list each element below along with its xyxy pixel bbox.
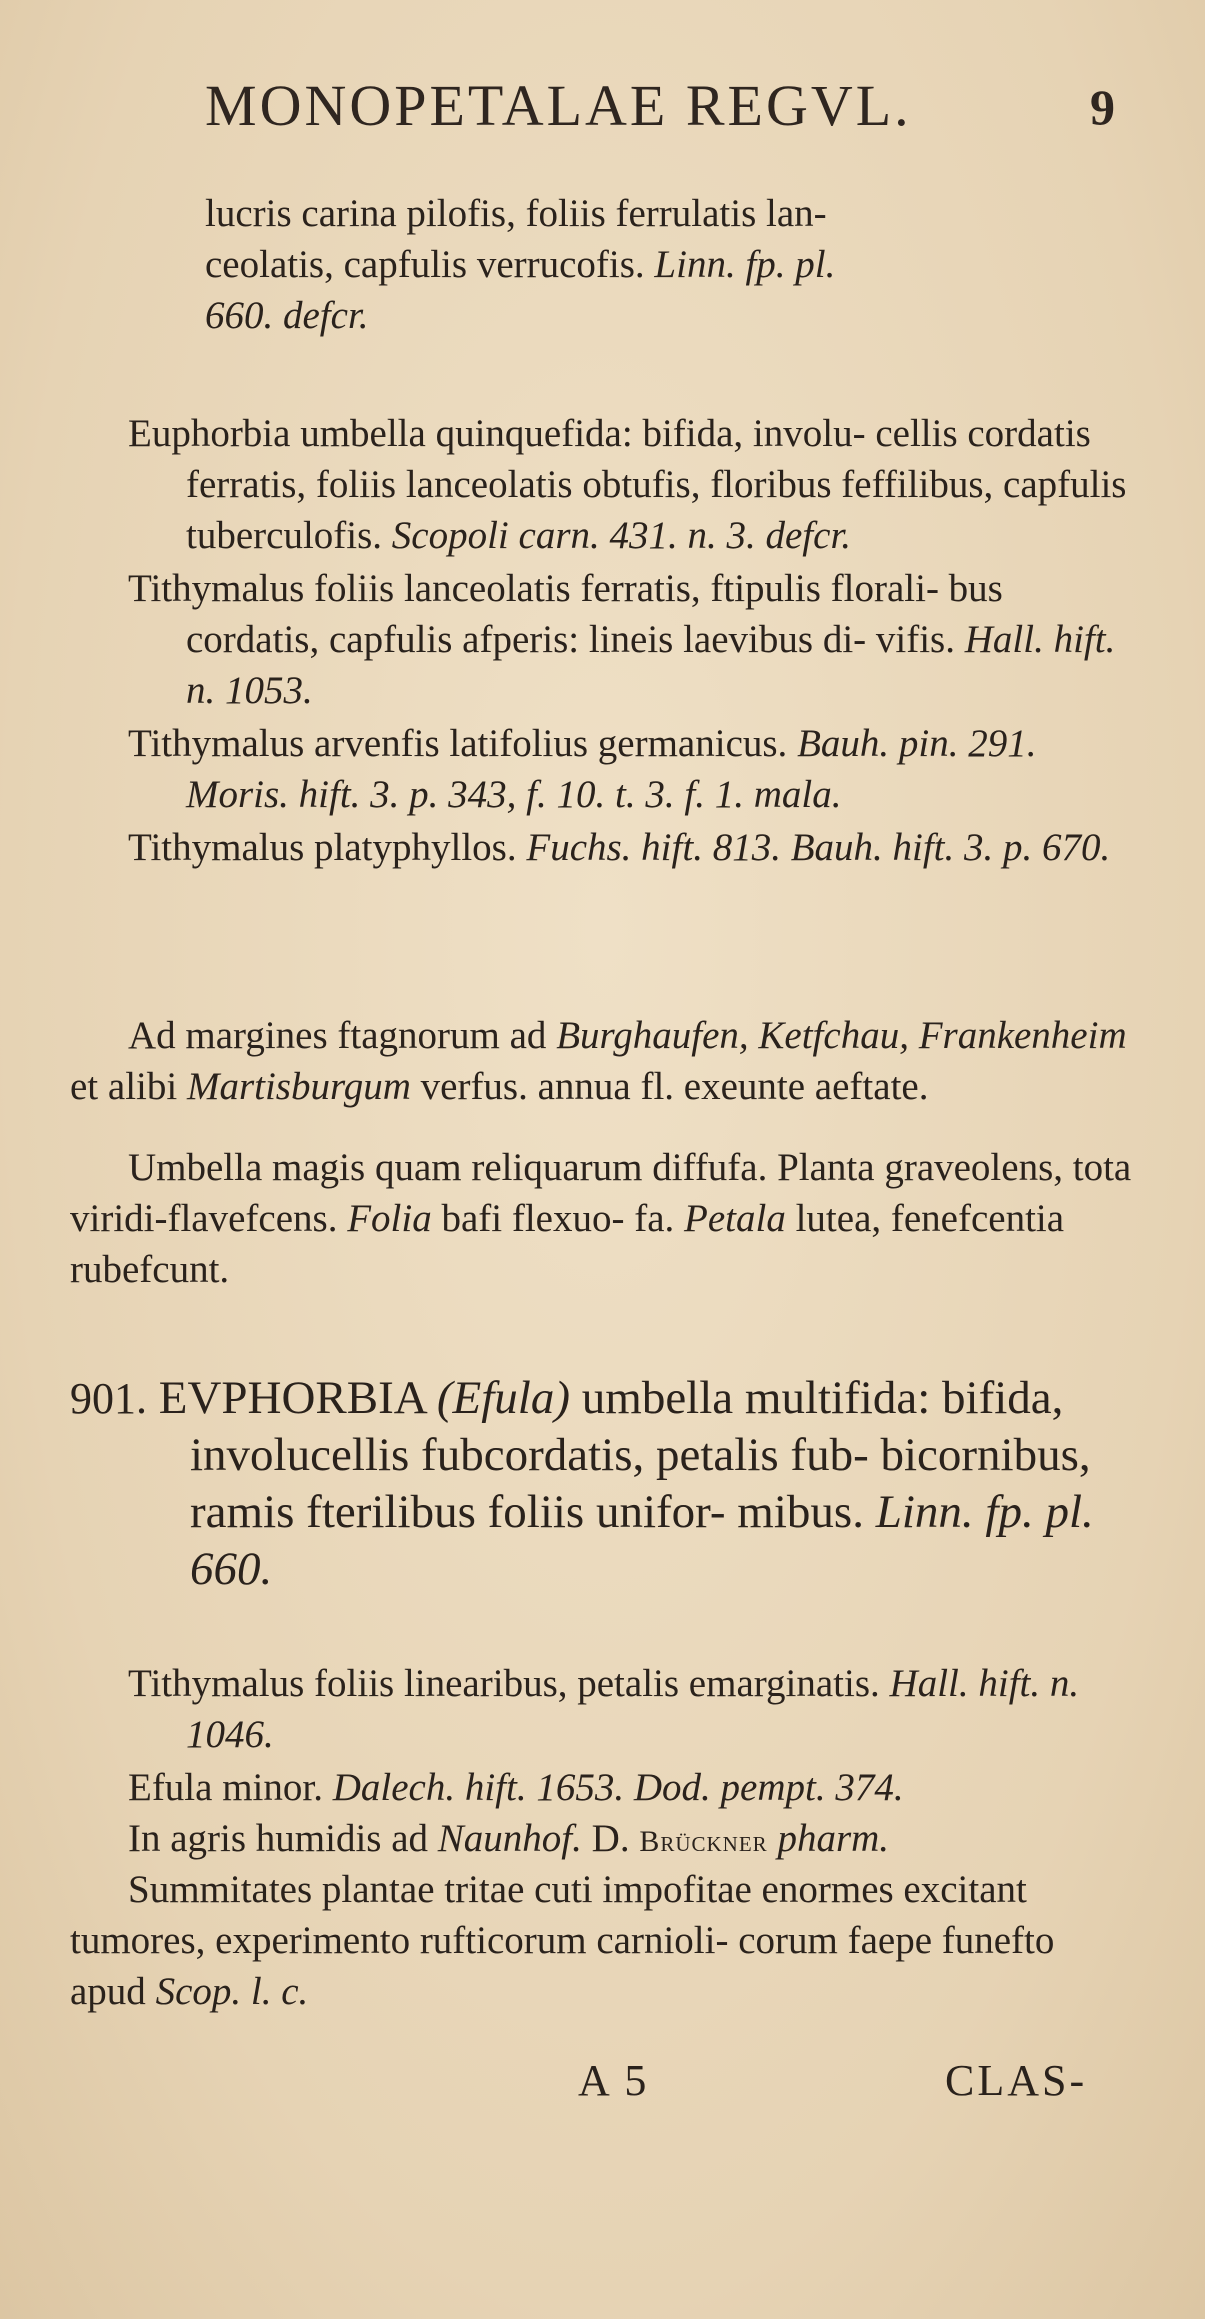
locality-text-a: In agris humidis ad [128, 1817, 438, 1860]
work-title: pharm. [767, 1817, 890, 1860]
remark-text-b: bafi flexuo- fa. [431, 1197, 685, 1240]
entry-number: 901. [70, 1374, 147, 1423]
citation: Linn. fp. pl. 660. [190, 1486, 1094, 1595]
locality-line [128, 1813, 1138, 1867]
remark-paragraph [70, 1142, 1135, 1295]
signature-mark: A 5 [578, 2056, 650, 2105]
synonym-reference: Hall. hift. n. 1053. [186, 618, 1116, 712]
page-footer [0, 2055, 1205, 2115]
usage-text-a: Summitates plantae tritae cuti impofitae enormes excitant tumores, experimento rufticorum carnioli- corum faepe funefto apud [70, 1868, 1055, 2013]
habitat-text-a: Ad margines ftagnorum ad [128, 1014, 557, 1057]
synonym-text: Tithymalus arvenfis latifolius germanicus. [128, 722, 798, 765]
remark-text [70, 1142, 1135, 1295]
synonym-text: Efula minor. [128, 1766, 333, 1809]
citation: 660. defcr. [205, 294, 369, 337]
synonym-text: Tithymalus foliis lanceolatis ferratis, ftipulis florali- bus cordatis, capfulis afperis: lineis laevibus di- vifis. [128, 567, 1003, 661]
synonym-paragraph [128, 822, 1128, 873]
continuation-text: ceolatis, capfulis verrucofis. [205, 243, 655, 286]
running-title: MONOPETALAE REGVL. [205, 73, 912, 138]
synonym-paragraph [128, 718, 1128, 820]
genus-name: EVPHORBIA [158, 1372, 426, 1424]
usage-text [70, 1864, 1135, 2017]
catchword: CLAS- [945, 2056, 1088, 2105]
synonym-text: Euphorbia umbella quinquefida: bifida, involu- cellis cordatis ferratis, foliis lanceolatis obtufis, floribus feffilibus, capfulis tuberculofis. [128, 412, 1127, 557]
remark-text-c: lutea, fenefcentia rubefcunt. [70, 1197, 1065, 1291]
continuation-paragraph [205, 188, 1135, 341]
locality-text [128, 1813, 1138, 1867]
synonym-reference: Fuchs. hift. 813. Bauh. hift. 3. p. 670. [526, 826, 1111, 869]
habitat-text-c: verfus. annua fl. exeunte aeftate. [410, 1065, 929, 1108]
continuation-line: lucris carina pilofis, foliis ferrulatis lan- [205, 192, 827, 235]
author-name: Brückner [639, 1825, 768, 1858]
usage-paragraph [70, 1864, 1135, 2017]
synonym-reference: Dalech. hift. 1653. Dod. pempt. 374. [332, 1766, 904, 1809]
remark-text-a: Umbella magis quam reliquarum diffufa. Planta graveolens, tota viridi-flavefcens. [70, 1146, 1132, 1240]
synonym-text: Tithymalus platyphyllos. [128, 826, 527, 869]
citation: Scop. l. c. [155, 1970, 309, 2013]
species-diagnosis [70, 1370, 1135, 1598]
place-name: Martisburgum [186, 1065, 411, 1108]
synonym-reference: Scopoli carn. 431. n. 3. defcr. [391, 514, 852, 557]
place-name: Naunhof. [437, 1817, 582, 1860]
species-name: (Efula) [436, 1372, 571, 1424]
term: Petala [684, 1197, 786, 1240]
place-name: Burghaufen, Ketfchau, Frankenheim [556, 1014, 1127, 1057]
term: Folia [347, 1197, 432, 1240]
habitat-text-b: et alibi [70, 1065, 187, 1108]
synonym-reference: Hall. hift. n. 1046. [186, 1662, 1080, 1756]
synonym-reference: Bauh. pin. 291. Moris. hift. 3. p. 343, f. 10. t. 3. f. 1. mala. [186, 722, 1037, 816]
species-entry [70, 1370, 1135, 1598]
diagnosis-text: umbella multifida: bifida, involucellis fubcordatis, petalis fub- bicornibus, ramis fterilibus foliis unifor- mibus. [190, 1372, 1091, 1538]
synonym-paragraph [128, 1762, 1128, 1813]
synonym-paragraph [128, 1658, 1128, 1760]
habitat-paragraph [70, 1010, 1135, 1112]
synonym-list [128, 408, 1128, 873]
synonym-paragraph [128, 408, 1128, 561]
page-header [0, 72, 1205, 152]
citation: Linn. fp. pl. [654, 243, 836, 286]
locality-text-b: D. [581, 1817, 640, 1860]
synonym-text: Tithymalus foliis linearibus, petalis emarginatis. [128, 1662, 890, 1705]
habitat-text [70, 1010, 1135, 1112]
continuation-line [205, 239, 1135, 290]
page-number: 9 [1090, 79, 1115, 135]
synonym-list-2 [128, 1658, 1128, 1813]
synonym-paragraph [128, 563, 1128, 716]
